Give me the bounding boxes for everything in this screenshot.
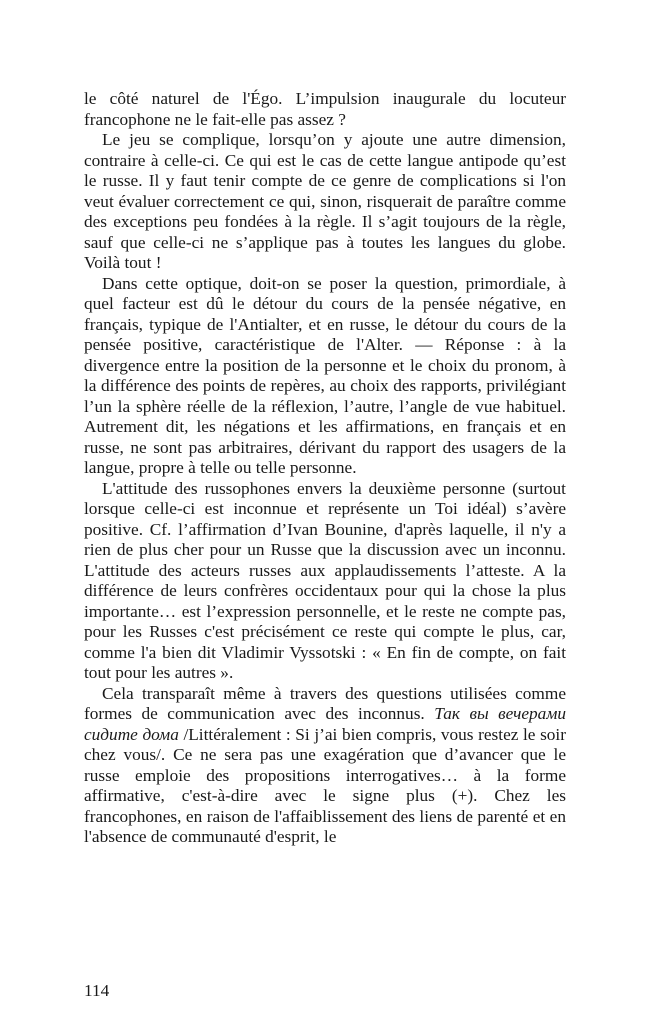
paragraph — [84, 684, 566, 848]
body-text — [84, 89, 566, 848]
page-number: 114 — [84, 981, 110, 1000]
paragraph: L'attitude des russophones envers la deuxième personne (surtout lorsque celle-ci est inconnue et représente un Toi idéal) s’avère positive. Cf. l’affirmation d’Ivan Bounine, d'après laquelle, il n'y a rien de plus cher pour un Russe que la discussion avec un inconnu. L'attitude des acteurs russes aux applaudissements l’atteste. A la différence de leurs confrères occidentaux pour qui la chose la plus importante… est l’expression personnelle, et le reste ne compte pas, pour les Russes c'est précisément ce reste qui compte le plus, car, comme l'a bien dit Vladimir Vyssotski : « En fin de compte, on fait tout pour les autres ». — [84, 478, 566, 682]
paragraph-continuation: le côté naturel de l'Égo. L’impulsion inaugurale du locuteur francophone ne le fait-elle pas assez ? — [84, 89, 566, 129]
russian-example-italic: Так вы вечерами сидите дома — [84, 704, 566, 744]
paragraph-text: Cela transparaît même à travers des questions utilisées comme formes de communication avec des inconnus. — [84, 683, 566, 723]
paragraph: Le jeu se complique, lorsqu’on y ajoute une autre dimension, contraire à celle-ci. Ce qui est le cas de cette langue antipode qu’est le russe. Il y faut tenir compte de ce genre de complications si l'on veut évaluer correctement ce qui, sinon, risquerait de paraître comme des exceptions peu fondées à la règle. Il s’agit toujours de la règle, sauf que celle-ci ne s’applique pas à toutes les langues du globe. Voilà tout ! — [84, 130, 566, 272]
paragraph-text: /Littéralement : Si j’ai bien compris, vous restez le soir chez vous/. Ce ne sera pas une exagération que d’avancer que le russe emploie des propositions interrogatives… à la forme affirmative, c'est-à-dire avec le signe plus (+). Chez les francophones, en raison de l'affaiblissement des liens de parenté et en l'absence de communauté d'esprit, le — [84, 724, 566, 846]
paragraph: Dans cette optique, doit-on se poser la question, primordiale, à quel facteur est dû le détour du cours de la pensée négative, en français, typique de l'Antialter, et en russe, le détour du cours de la pensée positive, caractéristique de l'Alter. — Réponse : à la divergence entre la position de la personne et le choix du pronom, à la différence des points de repères, au choix des rapports, privilégiant l’un la sphère réelle de la réflexion, l’autre, l’angle de vue habituel. Autrement dit, les négations et les affirmations, en français et en russe, ne sont pas arbitraires, dérivant du rapport des usagers de la langue, propre à telle ou telle personne. — [84, 273, 566, 477]
